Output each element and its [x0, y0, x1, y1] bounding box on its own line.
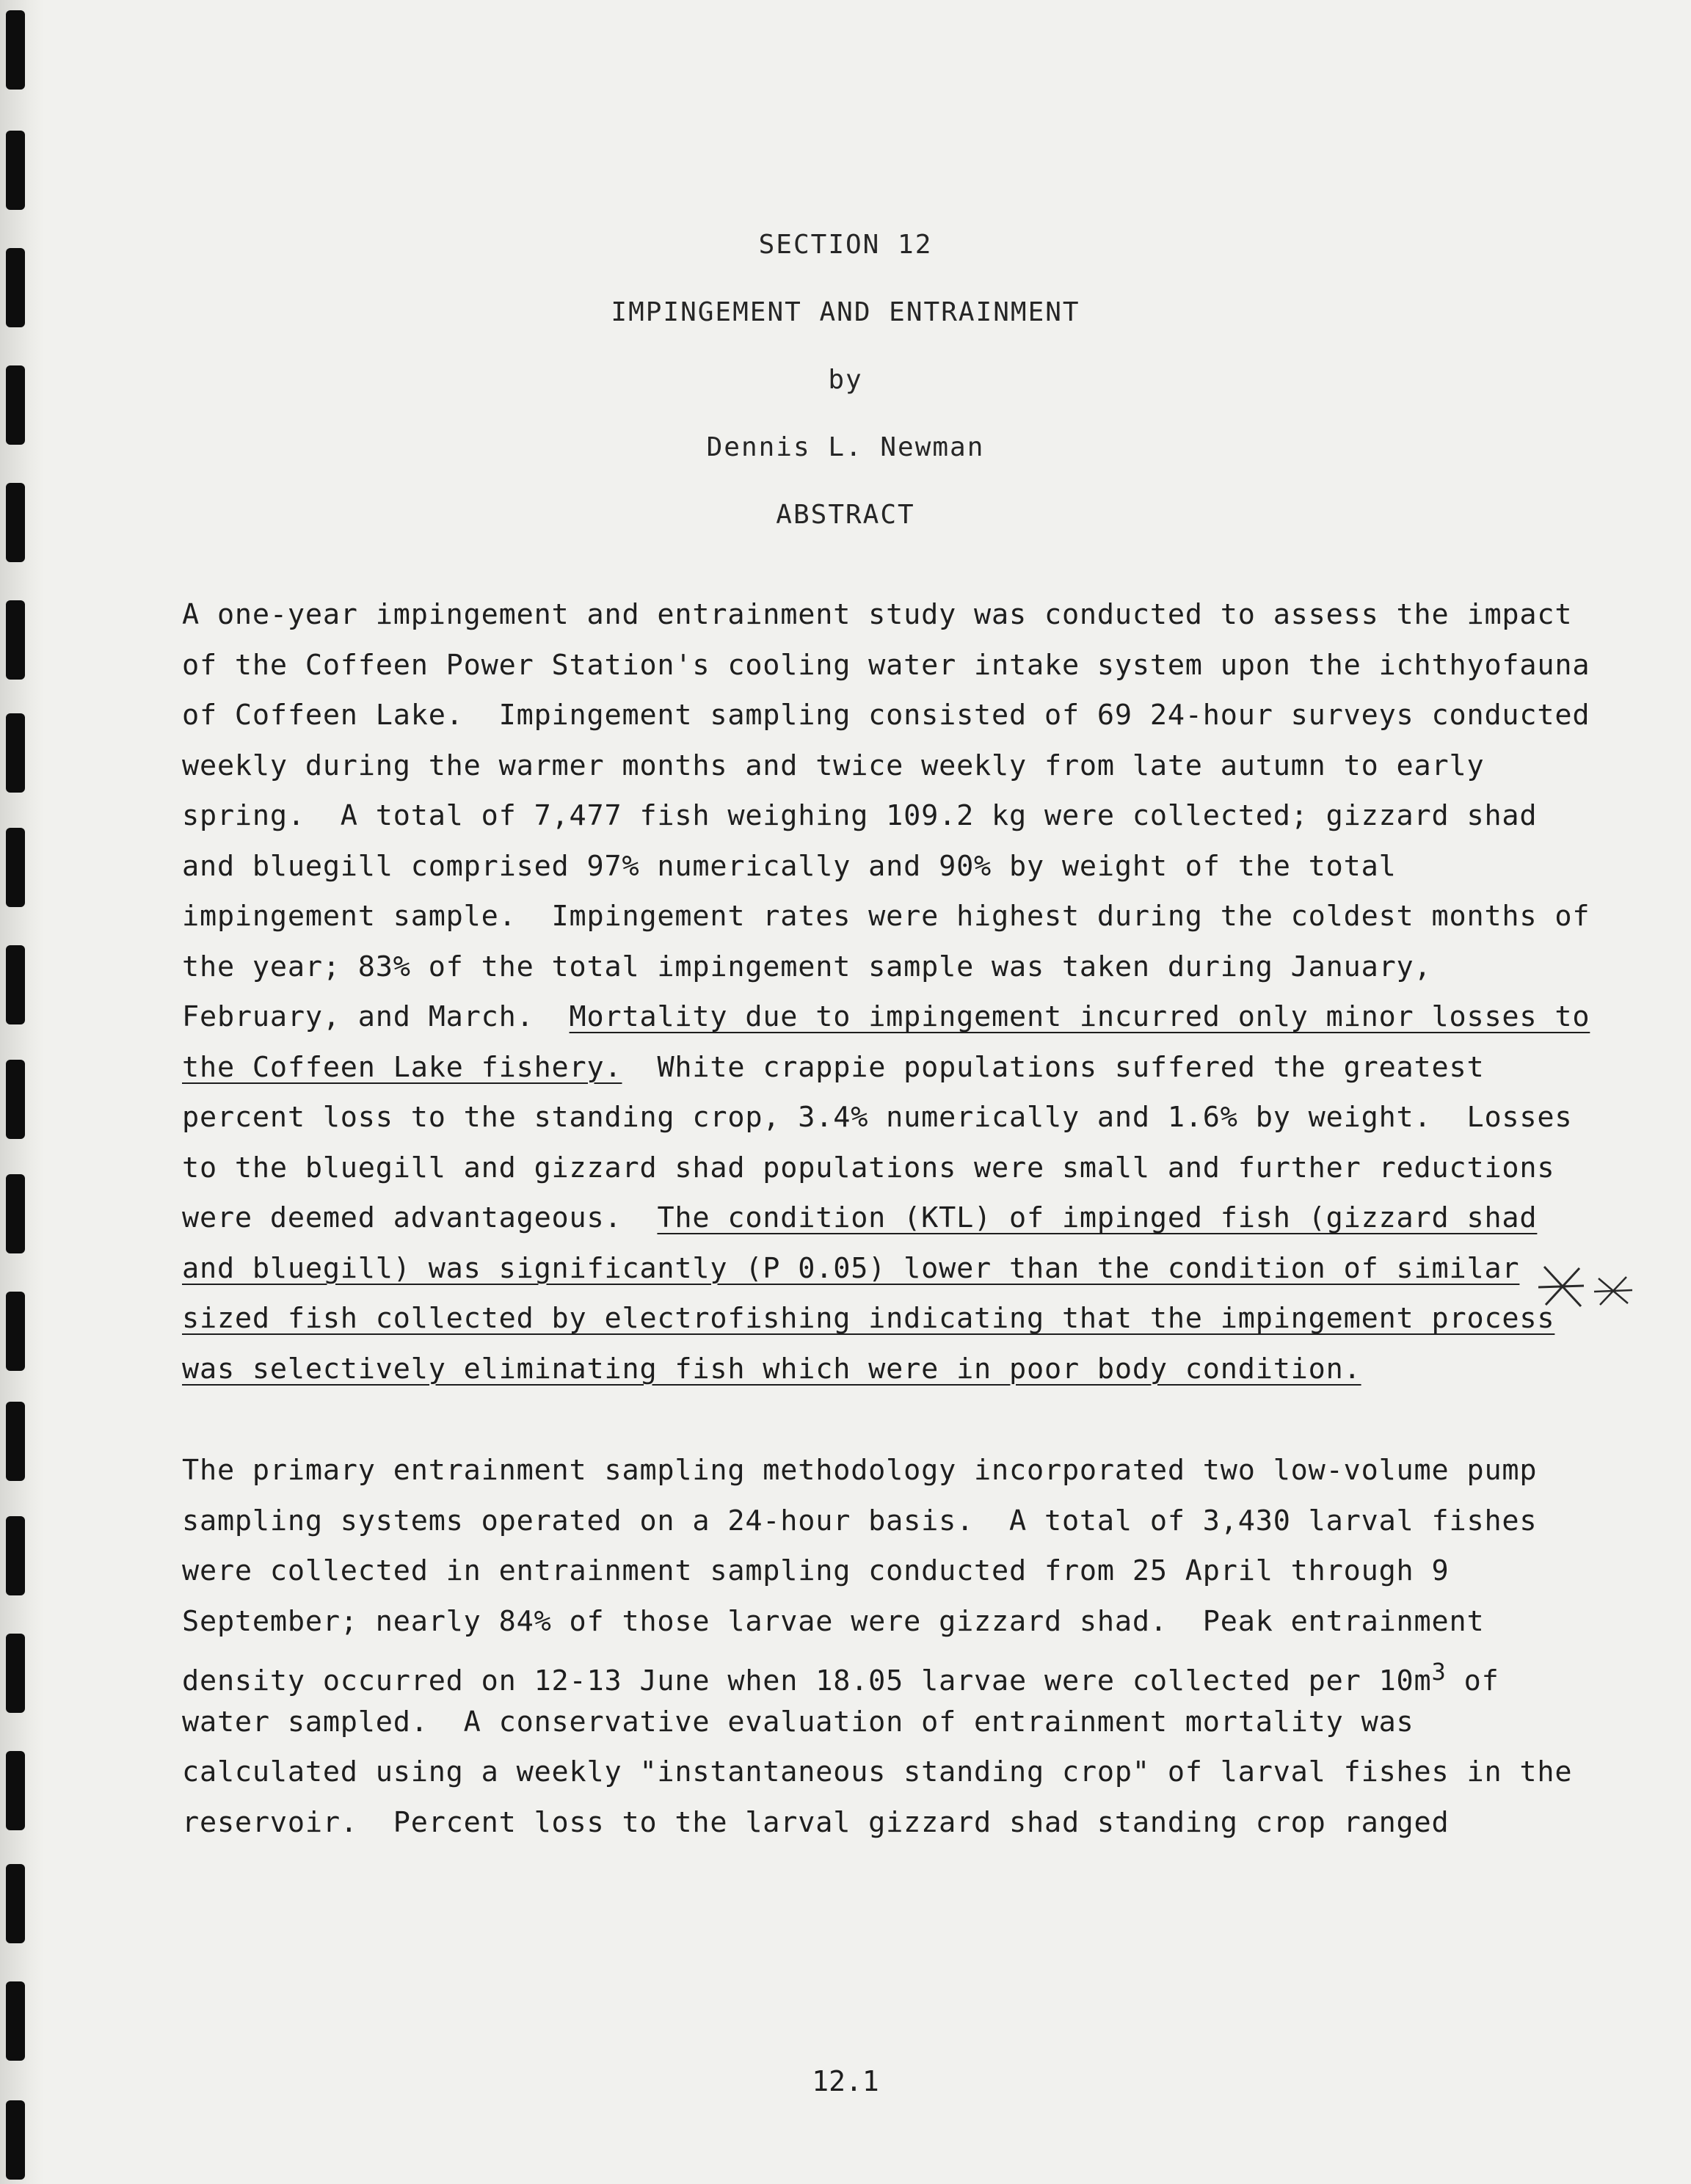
text-line: and bluegill comprised 97% numerically and 90% by weight of the total	[182, 849, 1397, 883]
underlined-text: the Coffeen Lake fishery.	[182, 1050, 622, 1084]
binding-hole	[6, 1292, 25, 1371]
binding-hole	[6, 1981, 25, 2061]
text-line: of the Coffeen Power Station's cooling water intake system upon the ichthyofauna	[182, 648, 1590, 682]
binding-hole	[6, 131, 25, 210]
binding-hole	[6, 828, 25, 907]
text-line: the year; 83% of the total impingement sample was taken during January,	[182, 950, 1432, 983]
text-line: weekly during the warmer months and twice weekly from late autumn to early	[182, 749, 1485, 782]
text-line: were collected in entrainment sampling conducted from 25 April through 9	[182, 1554, 1450, 1587]
text-line	[182, 1344, 1577, 1395]
binding-hole	[6, 1060, 25, 1139]
underlined-text: The condition (KTL) of impinged fish (gizzard shad	[657, 1201, 1538, 1234]
text-line: September; nearly 84% of those larvae were gizzard shad. Peak entrainment	[182, 1604, 1485, 1638]
binding-hole	[6, 1402, 25, 1481]
text-segment: White crappie populations suffered the greatest	[622, 1050, 1485, 1084]
binding-hole	[6, 2100, 25, 2180]
text-line: to the bluegill and gizzard shad populations were small and further reductions	[182, 1151, 1555, 1184]
text-line: reservoir. Percent loss to the larval gizzard shad standing crop ranged	[182, 1805, 1450, 1839]
underlined-text: was selectively eliminating fish which were in poor body condition.	[182, 1352, 1361, 1386]
superscript: 3	[1431, 1658, 1447, 1686]
binding-hole	[6, 1174, 25, 1253]
text-segment: density occurred on 12-13 June when 18.05 larvae were collected per 10m	[182, 1664, 1432, 1697]
text-line	[182, 1647, 1577, 1697]
text-line: The primary entrainment sampling methodology incorporated two low-volume pump	[182, 1454, 1538, 1487]
binding-hole	[6, 945, 25, 1024]
text-line: A one-year impingement and entrainment study was conducted to assess the impact	[182, 598, 1573, 631]
section-number: SECTION 12	[758, 230, 933, 260]
text-segment: were deemed advantageous.	[182, 1201, 658, 1234]
underlined-text: and bluegill) was significantly (P 0.05) lower than the condition of similar	[182, 1251, 1520, 1285]
binding-hole	[6, 1634, 25, 1713]
text-line: spring. A total of 7,477 fish weighing 109.2 kg were collected; gizzard shad	[182, 799, 1538, 832]
text-line: of Coffeen Lake. Impingement sampling consisted of 69 24-hour surveys conducted	[182, 699, 1590, 732]
page-number: 12.1	[812, 2065, 879, 2097]
underlined-text: Mortality due to impingement incurred only minor losses to	[569, 1000, 1590, 1033]
text-segment: February, and March.	[182, 1000, 570, 1033]
text-line: impingement sample. Impingement rates were highest during the coldest months of	[182, 900, 1590, 933]
binding-hole	[6, 1864, 25, 1943]
handwritten-margin-mark	[1538, 1261, 1634, 1312]
abstract-paragraph-2	[182, 1446, 1577, 1848]
text-line	[182, 992, 1590, 1043]
text-line	[182, 1193, 1577, 1244]
text-line	[182, 1294, 1577, 1344]
binding-hole	[6, 600, 25, 680]
text-segment: of	[1446, 1664, 1499, 1697]
binding-hole	[6, 10, 25, 90]
abstract-paragraph-1	[182, 590, 1590, 1394]
abstract-heading: ABSTRACT	[776, 500, 915, 530]
by-line: by	[828, 365, 863, 395]
author-name: Dennis L. Newman	[706, 432, 985, 462]
text-line: percent loss to the standing crop, 3.4% numerically and 1.6% by weight. Losses	[182, 1101, 1573, 1134]
document-title: IMPINGEMENT AND ENTRAINMENT	[611, 297, 1080, 327]
text-line	[182, 1043, 1577, 1093]
binding-hole	[6, 713, 25, 793]
binding-hole	[6, 1751, 25, 1830]
text-line: sampling systems operated on a 24-hour basis. A total of 3,430 larval fishes	[182, 1504, 1538, 1537]
text-line: calculated using a weekly "instantaneous standing crop" of larval fishes in the	[182, 1755, 1573, 1788]
text-line: water sampled. A conservative evaluation of entrainment mortality was	[182, 1705, 1414, 1739]
binding-hole	[6, 1516, 25, 1595]
text-line	[182, 1244, 1577, 1295]
underlined-text: sized fish collected by electrofishing indicating that the impingement process	[182, 1302, 1555, 1335]
